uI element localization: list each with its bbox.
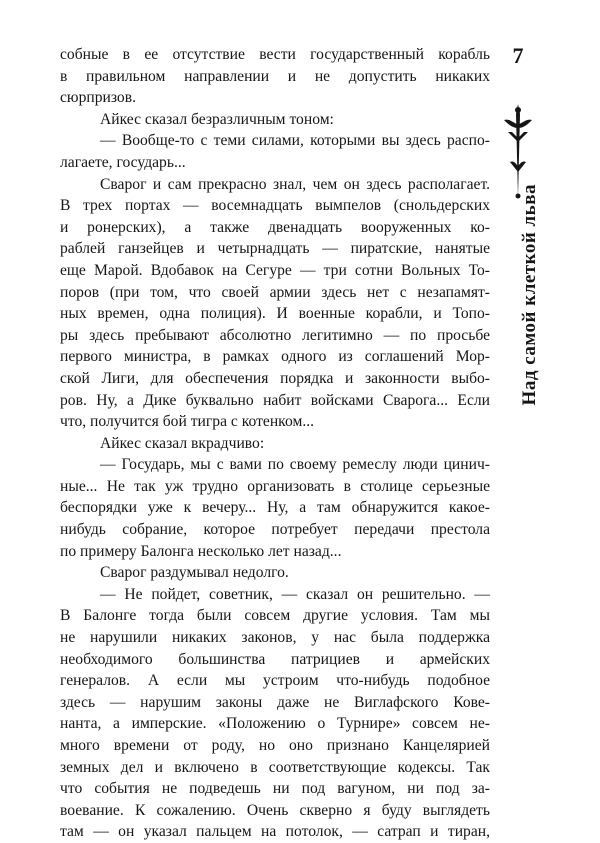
text-line: беспорядки уже к вечеру... Ну, а там обнаружится какое- (60, 499, 490, 517)
text-line: первого министра, в рамках одного из соглашений Мор- (60, 348, 490, 366)
page-margin-column (494, 44, 540, 684)
text-line: в правильном направлении и не допустить никаких (60, 67, 490, 85)
text-line: и ронерских), а также двенадцать вооруженных ко- (60, 218, 490, 236)
page-body-text (60, 44, 490, 843)
text-line: ры здесь пребывают абсолютно легитимно — по просьбе (60, 326, 490, 344)
text-line: еще Марой. Вдобавок на Сегуре — три сотни Вольных То- (60, 261, 490, 279)
text-line: ные... Не так уж трудно организовать в столице серьезные (60, 477, 490, 495)
text-line: что, получится бой тигра с котенком... (60, 413, 315, 431)
text-line: — Не пойдет, советник, — сказал он решительно. — (100, 585, 490, 603)
text-line: необходимого большинства патрициев и армейских (60, 650, 490, 668)
running-title: Над самой клеткой льва (519, 184, 540, 406)
text-line: Айкес сказал безразличным тоном: (100, 110, 334, 128)
text-line: Айкес сказал вкрадчиво: (100, 434, 265, 452)
text-line: — Государь, мы с вами по своему ремеслу люди цинич- (100, 456, 490, 474)
text-line: лагаете, государь... (60, 153, 186, 171)
text-line: Сварог и сам прекрасно знал, чем он здесь располагает. (100, 175, 490, 193)
text-line: земных дел и включено в соответствующие кодексы. Так (60, 758, 490, 776)
text-line: собные в ее отсутствие вести государственный корабль (60, 46, 490, 63)
text-line: много времени от роду, но оно признано Канцелярией (60, 737, 490, 754)
text-line: что события не подведешь ни под вагуном, ни под за- (60, 780, 490, 798)
text-line: не нарушили никаких законов, у нас была поддержка (60, 629, 490, 647)
text-line: нанта, а имперские. «Положению о Турнире» совсем не- (60, 715, 490, 733)
text-line: — Вообще-то с теми силами, которыми вы здесь распо- (100, 132, 490, 150)
text-line: раблей ганзейцев и четырнадцать — пиратские, нанятые (60, 240, 490, 258)
text-line: там — он указал пальцем на потолок, — сатрап и тиран, (60, 823, 490, 841)
text-line: В трех портах — восемнадцать вымпелов (снольдерских (60, 197, 490, 215)
text-line: ров. Ну, а Дике буквально набит войсками Сварога... Если (60, 391, 490, 409)
text-line: здесь — нарушим законы даже не Виглафского Кове- (60, 693, 490, 711)
text-line: воевание. К сожалению. Очень скверно я буду выглядеть (60, 801, 490, 819)
text-line: ных времен, одна полиция). И военные корабли, и Топо- (60, 305, 490, 323)
text-line: ской Лиги, для обеспечения порядка и законности выбо- (60, 369, 490, 387)
text-line: генералов. А если мы устроим что-нибудь подобное (60, 672, 490, 690)
text-line: по примеру Балонга несколько лет назад... (60, 542, 342, 560)
text-line: В Балонге тогда были совсем другие условия. Там мы (60, 607, 490, 625)
text-line: Сварог раздумывал недолго. (100, 564, 289, 582)
page-number: 7 (512, 43, 524, 68)
text-line: сюрпризов. (60, 89, 136, 107)
text-line: нибудь собрание, которое потребует передачи престола (60, 521, 490, 539)
text-line: поров (при том, что своей армии здесь нет с незапамят- (60, 283, 490, 301)
